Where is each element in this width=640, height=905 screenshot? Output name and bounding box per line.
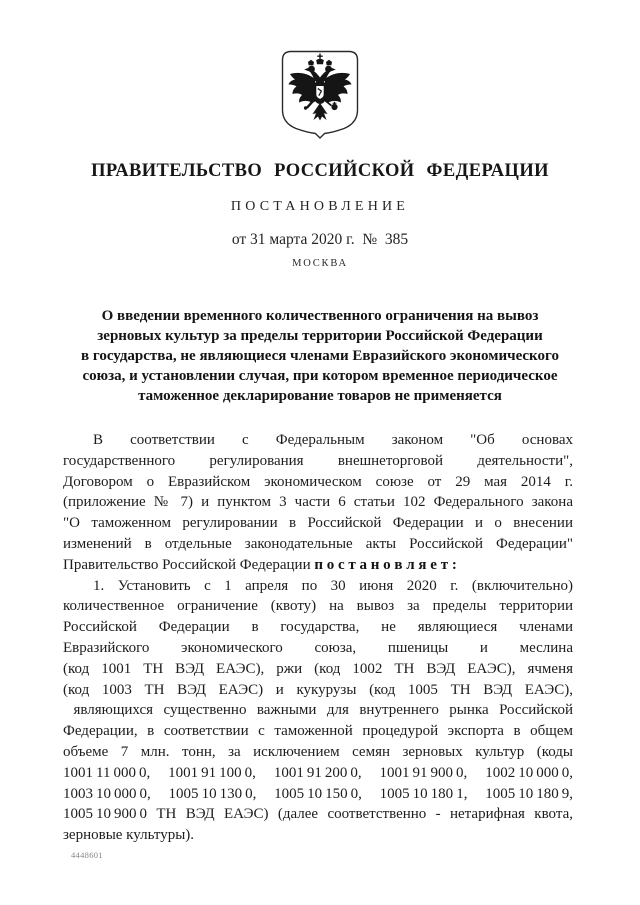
body-line: (приложение № 7) и пунктом 3 части 6 статьи 102 Федерального закона — [63, 494, 573, 511]
document-type: ПОСТАНОВЛЕНИЕ — [230, 199, 410, 214]
city-label: МОСКВА — [292, 258, 348, 269]
document-body — [63, 430, 573, 846]
paragraph — [63, 430, 573, 576]
body-line: Правительство Российской Федерации п о с т а н о в л я е т : — [63, 556, 457, 573]
title-line: в государства, не являющиеся членами Евразийского экономического — [81, 348, 559, 364]
paragraph — [63, 576, 573, 846]
body-line: 1005 10 900 0 ТН ВЭД ЕАЭС) (далее соответственно - нетарифная квота, — [63, 806, 573, 823]
body-line: Российской Федерации в государства, не являющиеся членами — [63, 619, 573, 636]
body-line: количественное ограничение (квоту) на вывоз за пределы территории — [63, 598, 573, 615]
registration-code: 4448601 — [71, 850, 103, 860]
title-line: О введении временного количественного ограничения на вывоз — [101, 308, 539, 324]
body-line: Договором о Евразийском экономическом союзе от 29 мая 2014 г. — [63, 473, 573, 490]
body-line: 1001 11 000 0, 1001 91 100 0, 1001 91 200 0, 1001 91 900 0, 1002 10 000 0, — [63, 764, 573, 781]
body-line: объеме 7 млн. тонн, за исключением семян зерновых культур (коды — [63, 743, 573, 760]
body-line: являющихся существенно важными для внутреннего рынка Российской — [63, 702, 573, 719]
body-line: Федерации, в соответствии с таможенной процедурой экспорта в общем — [63, 723, 573, 740]
title-line: зерновых культур за пределы территории Российской Федерации — [97, 328, 543, 344]
date-number-line: от 31 марта 2020 г. № 385 — [231, 231, 409, 248]
russia-coat-of-arms-icon — [281, 50, 359, 139]
body-line: (код 1003 ТН ВЭД ЕАЭС) и кукурузы (код 1005 ТН ВЭД ЕАЭС), — [63, 681, 573, 698]
title-line: таможенное декларирование товаров не применяется — [138, 388, 502, 404]
issuing-authority: ПРАВИТЕЛЬСТВО РОССИЙСКОЙ ФЕДЕРАЦИИ — [91, 161, 549, 181]
body-line: 1003 10 000 0, 1005 10 130 0, 1005 10 150 0, 1005 10 180 1, 1005 10 180 9, — [63, 785, 573, 802]
body-line: В соответствии с Федеральным законом "Об основах — [93, 432, 573, 448]
decree-verb: п о с т а н о в л я е т : — [314, 556, 457, 573]
title-line: союза, и установлении случая, при котором временное периодическое — [82, 368, 558, 384]
document-title — [60, 306, 580, 406]
body-line: 1. Установить с 1 апреля по 30 июня 2020 г. (включительно) — [93, 577, 573, 594]
body-line: (код 1001 ТН ВЭД ЕАЭС), ржи (код 1002 ТН ВЭД ЕАЭС), ячменя — [63, 660, 573, 677]
body-line: зерновые культуры). — [63, 827, 195, 844]
body-line: Евразийского экономического союза, пшеницы и меслина — [63, 639, 573, 656]
body-line: "О таможенном регулировании в Российской Федерации и о внесении — [63, 515, 573, 532]
body-line: изменений в отдельные законодательные акты Российской Федерации" — [63, 535, 573, 552]
body-line: государственного регулирования внешнеторговой деятельности", — [63, 452, 573, 469]
